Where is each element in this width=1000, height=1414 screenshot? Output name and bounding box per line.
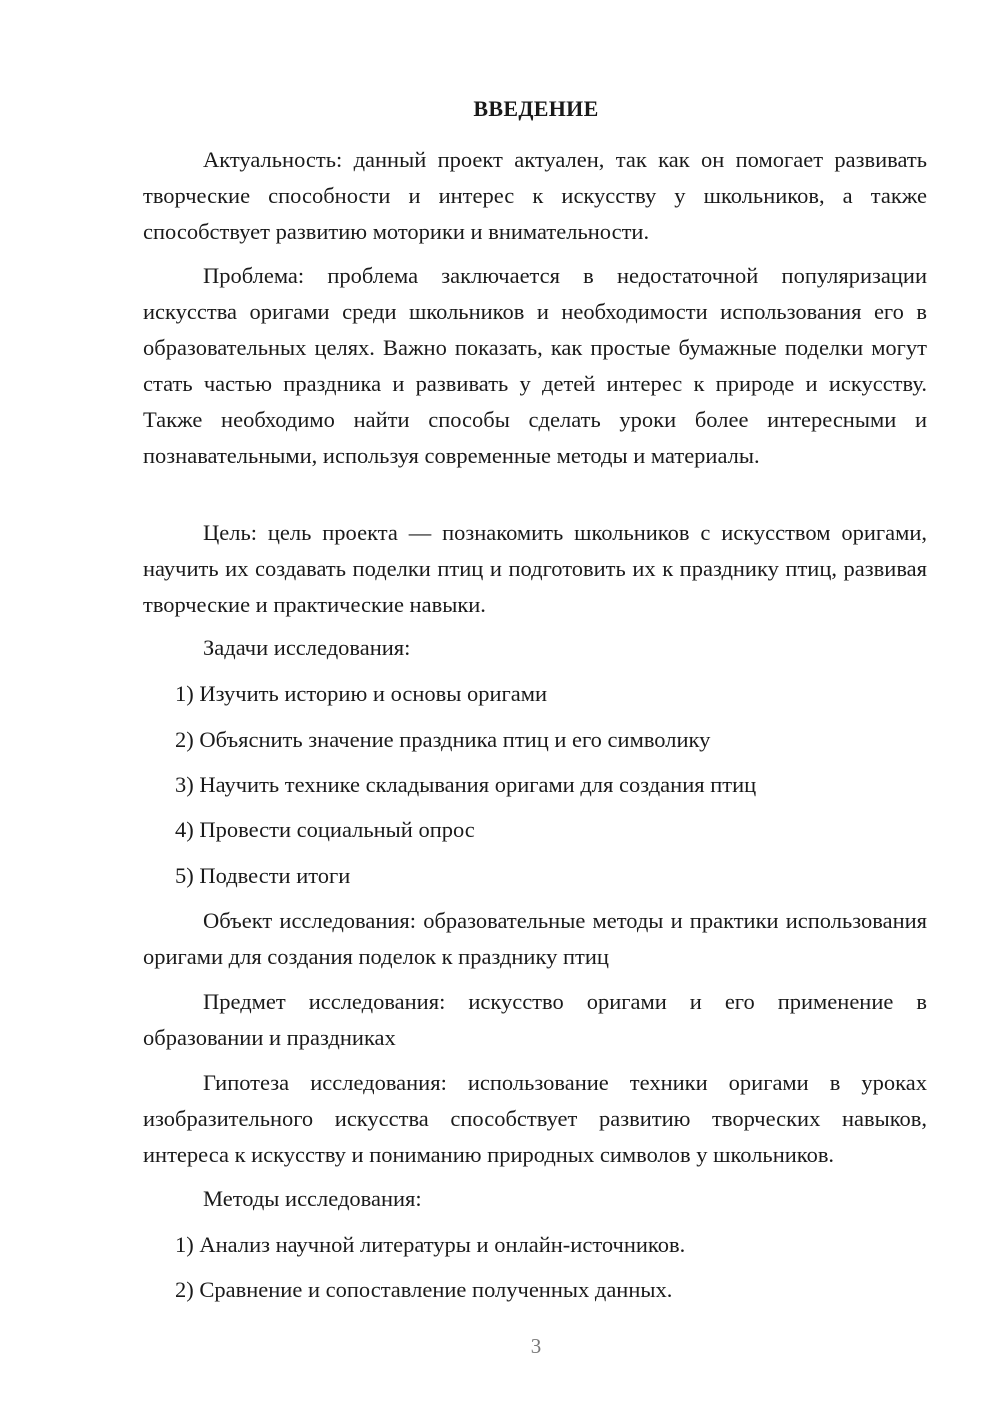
page-number: 3 [530, 1334, 542, 1358]
task-item: 5) Подвести итоги [175, 863, 351, 888]
problem-paragraph: Проблема: проблема заключается в недостаточной популяризации искусства оригами среди школьников и необходимости использования его в образовательных целях. Важно показать, как простые бумажные поделки могут стать частью праздника и развивать у детей интерес к природе и искусству. Также необходимо найти способы сделать уроки более интересными и познавательными, используя современные методы и материалы. [143, 263, 927, 468]
goal-paragraph: Цель: цель проекта — познакомить школьников с искусством оригами, научить их создавать поделки птиц и подготовить их к празднику птиц, развивая творческие и практические навыки. [143, 520, 927, 617]
method-item: 2) Сравнение и сопоставление полученных данных. [175, 1277, 673, 1302]
task-item: 3) Научить технике складывания оригами для создания птиц [175, 772, 757, 797]
methods-heading: Методы исследования: [203, 1186, 422, 1211]
hypothesis-paragraph: Гипотеза исследования: использование техники оригами в уроках изобразительного искусства способствует развитию творческих навыков, интереса к искусству и пониманию природных символов у школьников. [143, 1070, 927, 1167]
task-item: 1) Изучить историю и основы оригами [175, 681, 548, 706]
relevance-paragraph: Актуальность: данный проект актуален, так как он помогает развивать творческие способности и интерес к искусству у школьников, а также способствует развитию моторики и внимательности. [143, 147, 927, 244]
task-item: 4) Провести социальный опрос [175, 817, 475, 842]
task-item: 2) Объяснить значение праздника птиц и его символику [175, 727, 711, 752]
object-paragraph: Объект исследования: образовательные методы и практики использования оригами для создания поделок к празднику птиц [143, 908, 927, 969]
tasks-heading: Задачи исследования: [203, 635, 411, 660]
method-item: 1) Анализ научной литературы и онлайн-источников. [175, 1232, 686, 1257]
page-title: ВВЕДЕНИЕ [473, 96, 599, 121]
subject-paragraph: Предмет исследования: искусство оригами и его применение в образовании и праздниках [143, 989, 927, 1050]
